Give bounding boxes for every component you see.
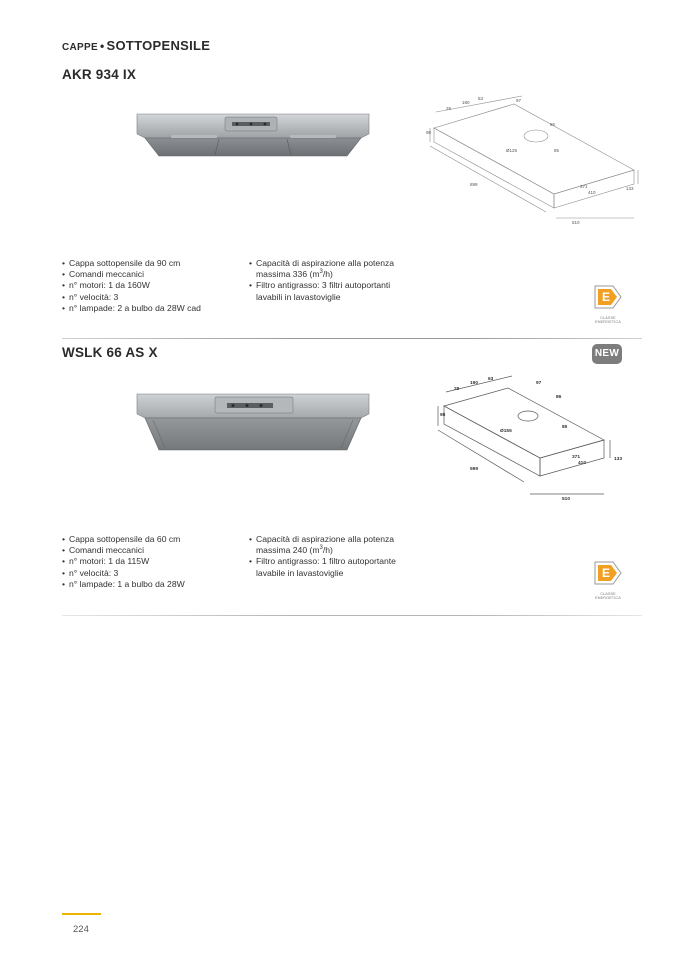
dim-label: 85: [562, 425, 568, 430]
dim-label: 97: [536, 381, 542, 386]
energy-class-letter: E: [601, 566, 611, 580]
feature-item: • n° motori: 1 da 115W: [62, 556, 247, 567]
dim-label: 899: [470, 182, 478, 187]
feature-line: massima 336 (m: [256, 269, 320, 280]
feature-superscript: 3: [319, 269, 323, 276]
section-separator: •: [99, 39, 105, 53]
product-title-wslk66asx: WSLK 66 AS X: [62, 345, 158, 360]
feature-line: /h): [322, 269, 333, 280]
section-title: [62, 38, 210, 53]
dim-label: 29: [446, 106, 452, 111]
energy-label-icon: [593, 285, 623, 309]
feature-line: lavabili in lavastoviglie: [256, 291, 341, 302]
features-right-akr934ix: [249, 258, 439, 303]
dim-label: 98: [440, 413, 446, 418]
feature-item: • n° lampade: 2 a bulbo da 28W cad: [62, 303, 247, 314]
section-divider: [62, 615, 642, 616]
dim-label: 133: [614, 457, 623, 462]
dim-label: 86: [556, 395, 562, 400]
feature-item: • Comandi meccanici: [62, 545, 247, 556]
feature-line: massima 240 (m: [256, 545, 320, 556]
energy-label-line2: ENERGETICA: [595, 596, 621, 601]
energy-class-badge-wslk66asx: [593, 561, 623, 601]
features-right-wslk66asx: [249, 534, 439, 579]
dim-label: 410: [578, 461, 587, 466]
feature-line: /h): [322, 545, 333, 556]
features-left-akr934ix: [62, 258, 247, 314]
dim-label: 85: [554, 148, 560, 153]
dim-label: Ø125: [506, 148, 518, 153]
feature-item: [249, 258, 439, 280]
feature-item: • n° motori: 1 da 160W: [62, 280, 247, 291]
energy-label-line1: CLASSE: [600, 592, 616, 596]
product-photo-wslk66asx: [135, 388, 371, 454]
energy-class-badge-akr934ix: [593, 285, 623, 325]
feature-line: Filtro antigrasso: 3 filtri autoportanti: [256, 280, 391, 291]
dim-label: 510: [562, 497, 571, 502]
feature-item: [249, 280, 439, 302]
dim-label: 97: [516, 98, 522, 103]
section-category: CAPPE: [62, 42, 98, 53]
dim-label: 29: [454, 387, 460, 392]
dimension-diagram-akr934ix: [426, 90, 640, 230]
dim-label: 133: [626, 186, 634, 191]
dim-label: 371: [572, 455, 581, 460]
feature-item: • Cappa sottopensile da 90 cm: [62, 258, 247, 269]
energy-label-line1: CLASSE: [600, 316, 616, 320]
energy-class-letter: E: [601, 290, 611, 304]
dim-label: 180: [462, 100, 470, 105]
feature-line: lavabile in lavastoviglie: [256, 567, 344, 578]
feature-superscript: 3: [319, 545, 323, 552]
dim-label: 86: [550, 122, 556, 127]
dim-label: 190: [470, 381, 479, 386]
dim-label: 510: [572, 220, 580, 225]
dim-label: 98: [426, 130, 432, 135]
dim-label: 53: [478, 96, 484, 101]
feature-item: • Comandi meccanici: [62, 269, 247, 280]
product-photo-akr934ix: [135, 108, 371, 160]
dim-label: 371: [580, 184, 588, 189]
section-subcategory: SOTTOPENSILE: [106, 38, 211, 53]
dimension-diagram-wslk66asx: [432, 372, 630, 510]
feature-line: Capacità di aspirazione alla potenza: [256, 258, 395, 268]
dim-label: 410: [588, 190, 596, 195]
feature-line: Capacità di aspirazione alla potenza: [256, 534, 395, 544]
section-divider: [62, 338, 642, 339]
footer-accent-line: [62, 913, 101, 915]
feature-item: • n° velocità: 3: [62, 568, 247, 579]
features-left-wslk66asx: [62, 534, 247, 590]
energy-label-icon: [593, 561, 623, 585]
feature-item: [249, 534, 439, 556]
feature-item: • n° velocità: 3: [62, 292, 247, 303]
dim-label: Ø155: [500, 429, 512, 434]
new-badge: NEW: [592, 344, 622, 364]
product-title-akr934ix: AKR 934 IX: [62, 67, 137, 82]
energy-label-line2: ENERGETICA: [595, 320, 621, 325]
feature-item: • Cappa sottopensile da 60 cm: [62, 534, 247, 545]
feature-item: [249, 556, 439, 578]
feature-item: • n° lampade: 1 a bulbo da 28W: [62, 579, 247, 590]
page-number: 224: [73, 924, 89, 935]
dim-label: 599: [470, 467, 479, 472]
feature-line: Filtro antigrasso: 1 filtro autoportante: [256, 556, 396, 567]
dim-label: 63: [488, 377, 494, 382]
